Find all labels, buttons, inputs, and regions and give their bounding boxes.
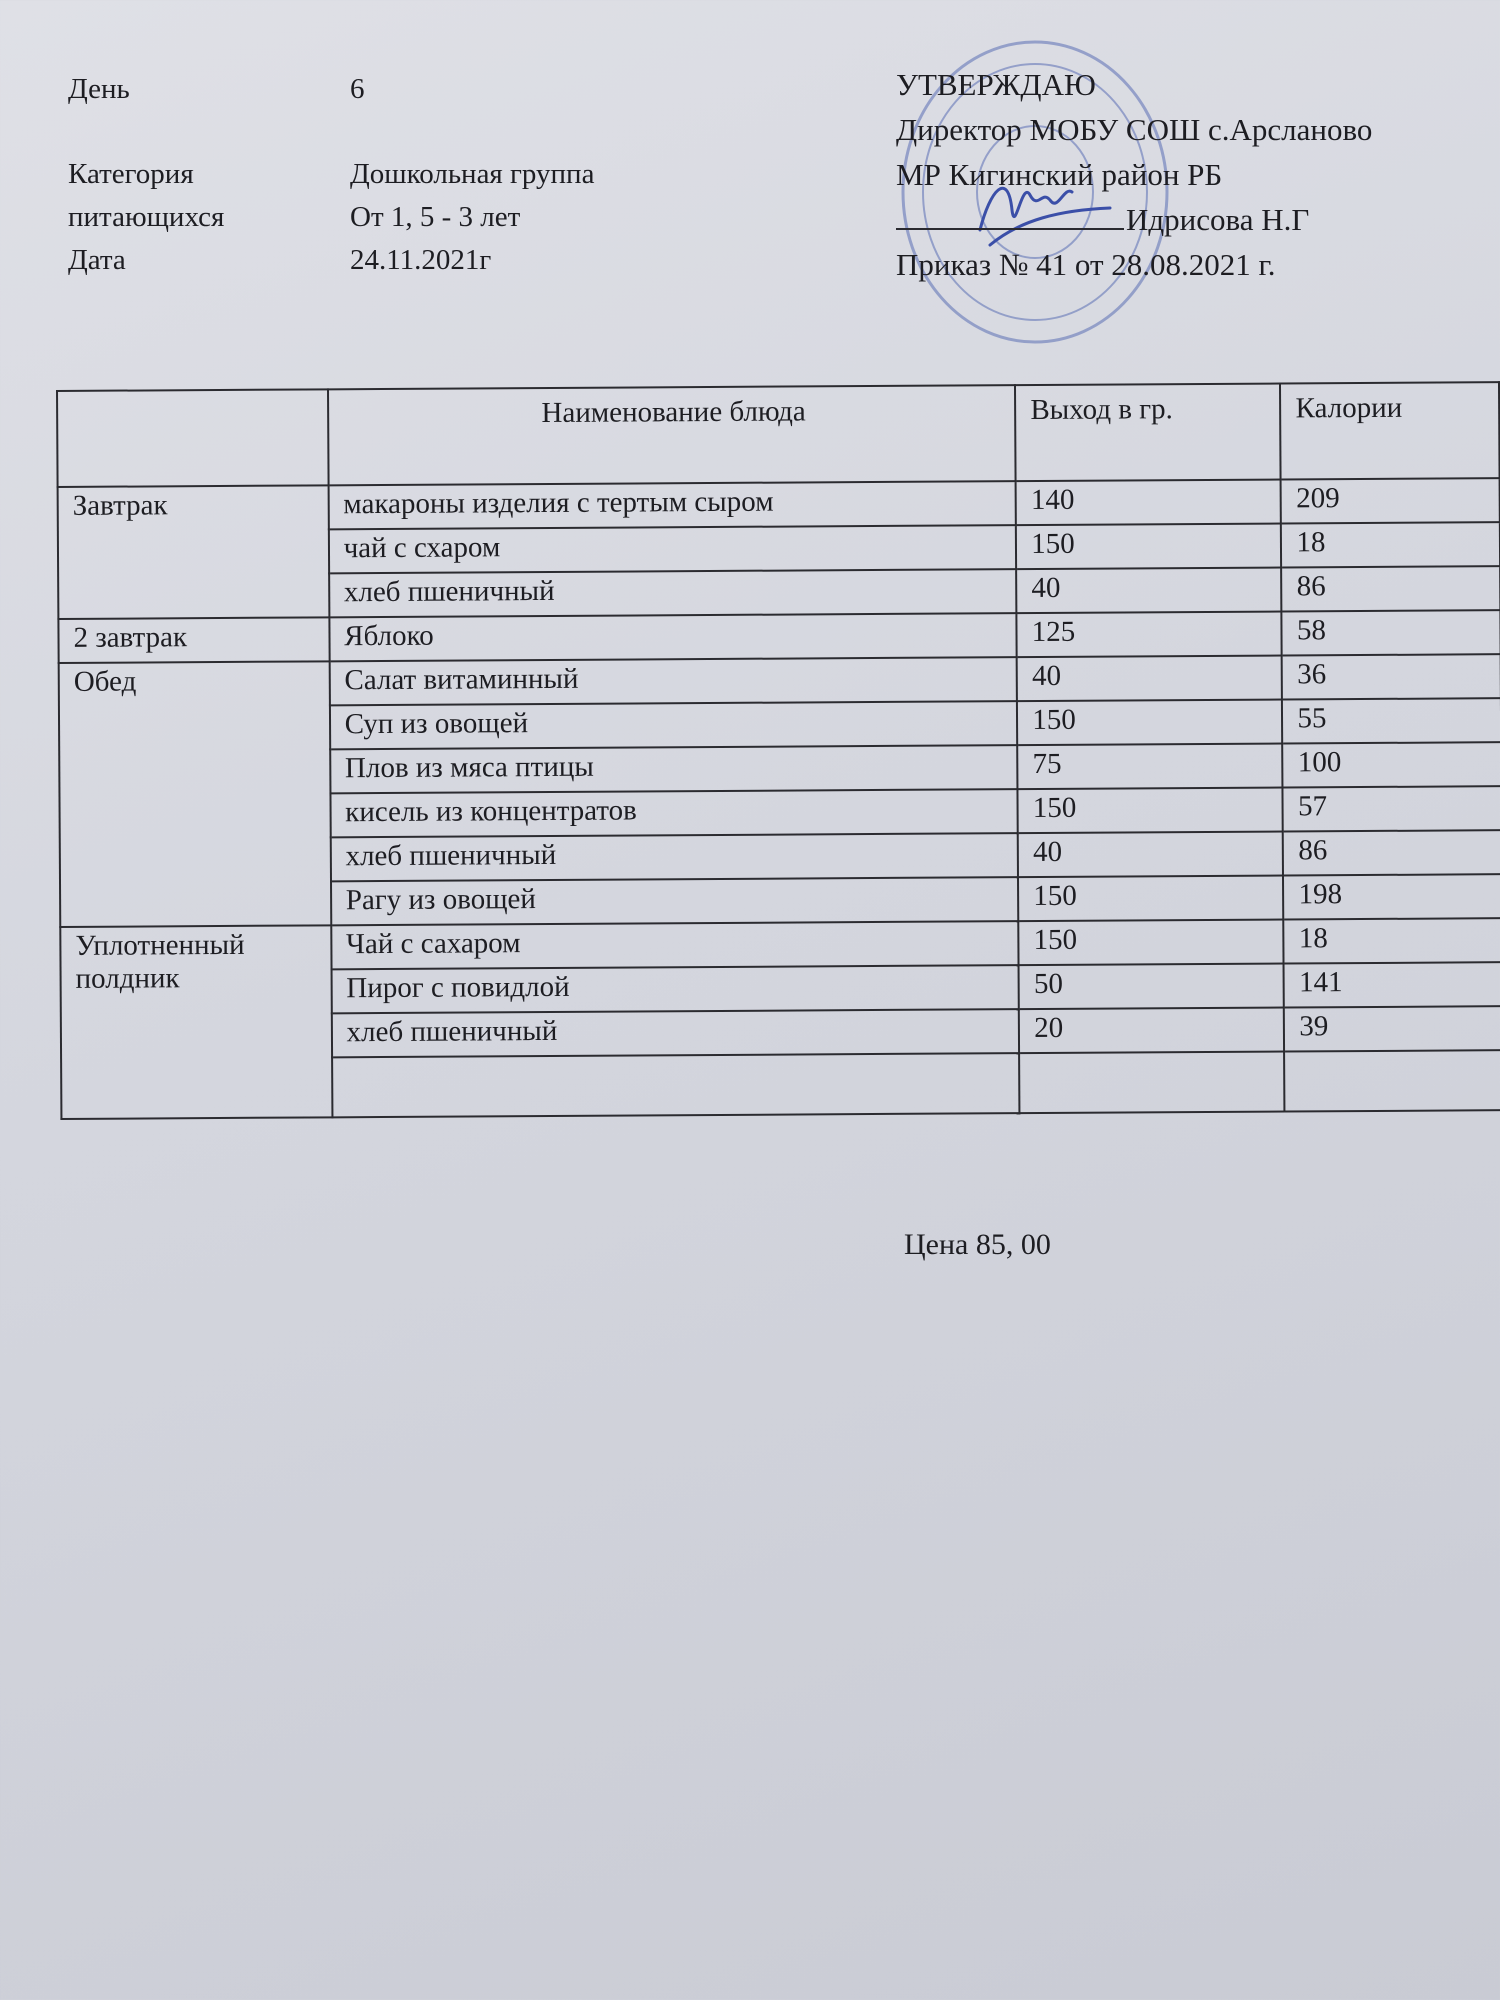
date-label: Дата <box>68 244 126 276</box>
calories-cell: 100 <box>1283 742 1500 787</box>
column-header-calories: Калории <box>1280 382 1499 479</box>
weight-cell: 40 <box>1016 568 1281 614</box>
column-header-weight: Выход в гр. <box>1015 384 1281 482</box>
weight-cell: 20 <box>1019 1008 1284 1054</box>
calories-cell: 36 <box>1282 654 1500 699</box>
approval-signer: Идрисова Н.Г <box>1126 202 1310 237</box>
dish-cell: хлеб пшеничный <box>331 1009 1019 1057</box>
meal-cell: Завтрак <box>58 485 329 619</box>
calories-cell: 18 <box>1281 522 1500 567</box>
day-value: 6 <box>350 73 365 105</box>
approval-position: Директор МОБУ СОШ с.Арсланово <box>896 112 1373 147</box>
dish-cell: Салат витаминный <box>329 657 1017 705</box>
dish-cell: кисель из концентратов <box>330 789 1018 837</box>
weight-cell: 50 <box>1019 964 1284 1010</box>
age-range-value: От 1, 5 - 3 лет <box>350 201 521 233</box>
weight-cell: 150 <box>1019 920 1284 966</box>
dish-cell: чай с схаром <box>329 525 1017 573</box>
calories-cell: 18 <box>1284 918 1500 963</box>
dish-cell: Яблоко <box>329 613 1017 661</box>
calories-cell: 141 <box>1284 962 1500 1007</box>
approval-block <box>896 62 1372 287</box>
weight-cell: 140 <box>1016 480 1281 526</box>
calories-cell: 198 <box>1283 874 1500 919</box>
document-header-left <box>68 68 594 282</box>
category-value: Дошкольная группа <box>350 158 595 190</box>
category-label-cont: питающихся <box>68 201 225 233</box>
meal-cell: Обед <box>59 661 331 927</box>
calories-cell <box>1285 1050 1500 1111</box>
weight-cell: 150 <box>1018 788 1283 834</box>
date-value: 24.11.2021г <box>350 244 492 276</box>
weight-cell <box>1019 1052 1285 1114</box>
dish-cell: Рагу из овощей <box>331 877 1019 925</box>
table-header-row <box>57 382 1500 487</box>
dish-cell: Чай с сахаром <box>331 921 1019 969</box>
calories-cell: 55 <box>1282 698 1500 743</box>
dish-cell: макароны изделия с тертым сыром <box>328 481 1016 529</box>
menu-table <box>56 381 1500 1120</box>
weight-cell: 40 <box>1018 832 1283 878</box>
calories-cell: 39 <box>1284 1006 1500 1051</box>
approval-district: МР Кигинский район РБ <box>896 157 1223 192</box>
dish-cell <box>332 1053 1020 1117</box>
price-label: Цена 85, 00 <box>904 1228 1051 1261</box>
approval-order: Приказ № 41 от 28.08.2021 г. <box>896 247 1276 282</box>
weight-cell: 125 <box>1017 612 1282 658</box>
category-label: Категория <box>68 158 194 190</box>
calories-cell: 86 <box>1283 830 1500 875</box>
dish-cell: хлеб пшеничный <box>330 833 1018 881</box>
calories-cell: 86 <box>1282 566 1500 611</box>
column-header-meal <box>57 389 328 487</box>
weight-cell: 150 <box>1016 524 1281 570</box>
approval-title: УТВЕРЖДАЮ <box>896 67 1096 102</box>
day-label: День <box>68 73 130 105</box>
meal-cell: 2 завтрак <box>58 617 329 663</box>
dish-cell: Пирог с повидлой <box>331 965 1019 1013</box>
weight-cell: 150 <box>1018 876 1283 922</box>
signature-underline <box>896 198 1124 230</box>
approval-signer-line <box>896 197 1309 242</box>
calories-cell: 209 <box>1281 478 1500 523</box>
dish-cell: хлеб пшеничный <box>329 569 1017 617</box>
dish-cell: Суп из овощей <box>330 701 1018 749</box>
calories-cell: 57 <box>1283 786 1500 831</box>
meal-cell: Уплотненный полдник <box>60 925 332 1119</box>
column-header-dish: Наименование блюда <box>328 385 1016 485</box>
weight-cell: 40 <box>1017 656 1282 702</box>
weight-cell: 75 <box>1017 744 1282 790</box>
dish-cell: Плов из мяса птицы <box>330 745 1018 793</box>
calories-cell: 58 <box>1282 610 1500 655</box>
weight-cell: 150 <box>1017 700 1282 746</box>
